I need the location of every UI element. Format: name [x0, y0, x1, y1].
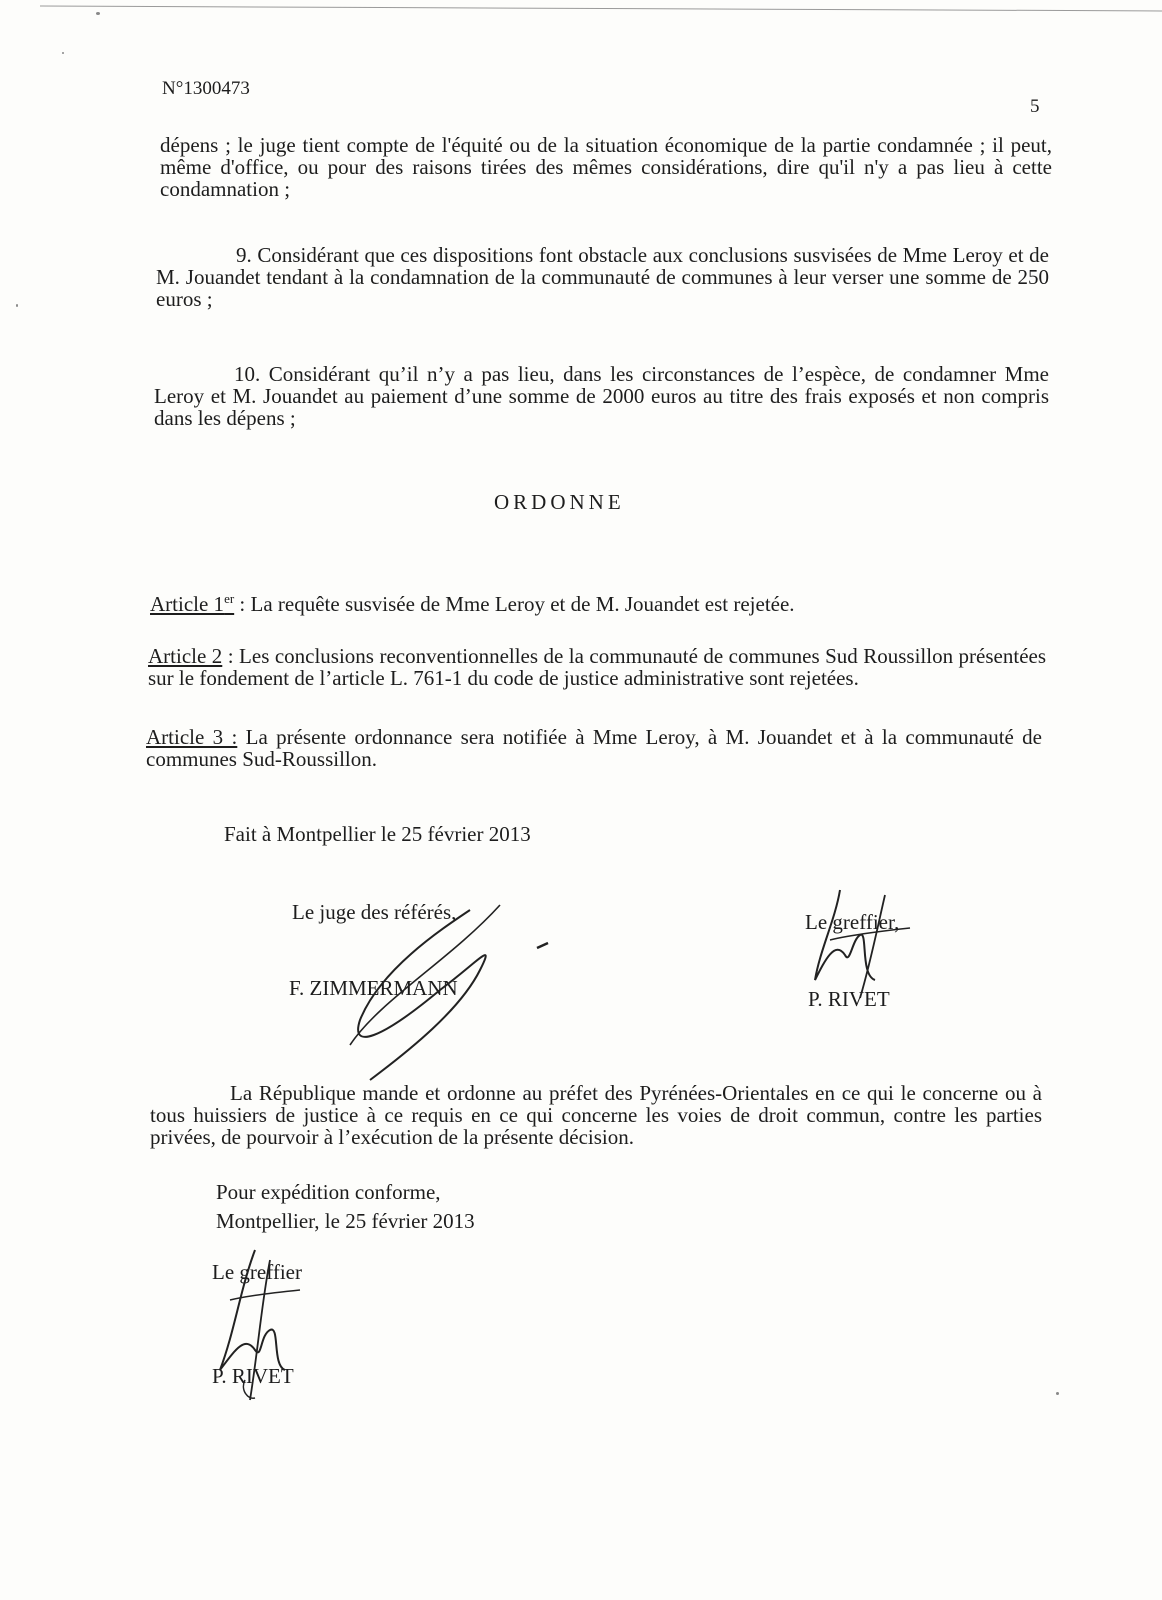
judge-title: Le juge des référés,: [292, 900, 457, 924]
article-2-text: : Les conclusions reconventionnelles de la communauté de communes Sud Roussillon présentées sur le fondement de l’article L. 761-1 du code de justice administrative sont rejetées.: [148, 644, 1047, 690]
certification-clerk-title: Le greffier: [212, 1260, 302, 1284]
scan-speck: [16, 304, 18, 307]
article-3-label: Article 3 :: [146, 725, 238, 749]
article-3: [146, 726, 1042, 770]
article-3-text: La présente ordonnance sera notifiée à Mme Leroy, à M. Jouandet et à la communauté de communes Sud-Roussillon.: [146, 725, 1043, 771]
place-date: Fait à Montpellier le 25 février 2013: [224, 822, 531, 846]
article-1-text: : La requête susvisée de Mme Leroy et de M. Jouandet est rejetée.: [234, 592, 795, 616]
certification-line-2: Montpellier, le 25 février 2013: [216, 1209, 475, 1233]
article-2: [148, 645, 1046, 689]
clerk-name: P. RIVET: [808, 987, 890, 1011]
certification-line-1: Pour expédition conforme,: [216, 1180, 441, 1204]
scan-speck: [1056, 1392, 1059, 1395]
page-number: 5: [1030, 96, 1040, 117]
article-1-superscript: er: [224, 591, 235, 606]
case-number: N°1300473: [162, 78, 250, 99]
ordonne-heading: ORDONNE: [494, 490, 625, 514]
article-1-label: [150, 592, 234, 616]
article-1: [150, 593, 1050, 615]
scan-speck: [62, 52, 64, 54]
article-2-label: Article 2: [148, 644, 223, 668]
scan-speck: [96, 12, 100, 15]
judge-name: F. ZIMMERMANN: [289, 976, 458, 1000]
intro-paragraph: dépens ; le juge tient compte de l'équité ou de la situation économique de la partie condamnée ; il peut, même d'office, ou pour des raisons tirées des mêmes considérations, dire qu'il n'y a pas lieu à cette condamnation ;: [160, 133, 1052, 201]
clerk-title: Le greffier,: [805, 910, 900, 934]
scan-edge-line: [40, 6, 1162, 12]
ink-mark: [536, 940, 550, 950]
paragraph-9: 9. Considérant que ces dispositions font obstacle aux conclusions susvisées de Mme Leroy et de M. Jouandet tendant à la condamnation de la communauté de communes à leur verser une somme de 250 euros ;: [156, 243, 1049, 311]
article-1-label-text: Article 1: [150, 592, 225, 616]
paragraph-10: 10. Considérant qu’il n’y a pas lieu, dans les circonstances de l’espèce, de condamner Mme Leroy et M. Jouandet au paiement d’une somme de 2000 euros au titre des frais exposés et non compris dans les dépens ;: [154, 362, 1049, 430]
certification-clerk-name: P. RIVET: [212, 1364, 294, 1388]
executory-formula: La République mande et ordonne au préfet des Pyrénées-Orientales en ce qui le concerne ou à tous huissiers de justice à ce requis en ce qui concerne les voies de droit commun, contre les parties privées, de pourvoir à l’exécution de la présente décision.: [150, 1081, 1042, 1149]
